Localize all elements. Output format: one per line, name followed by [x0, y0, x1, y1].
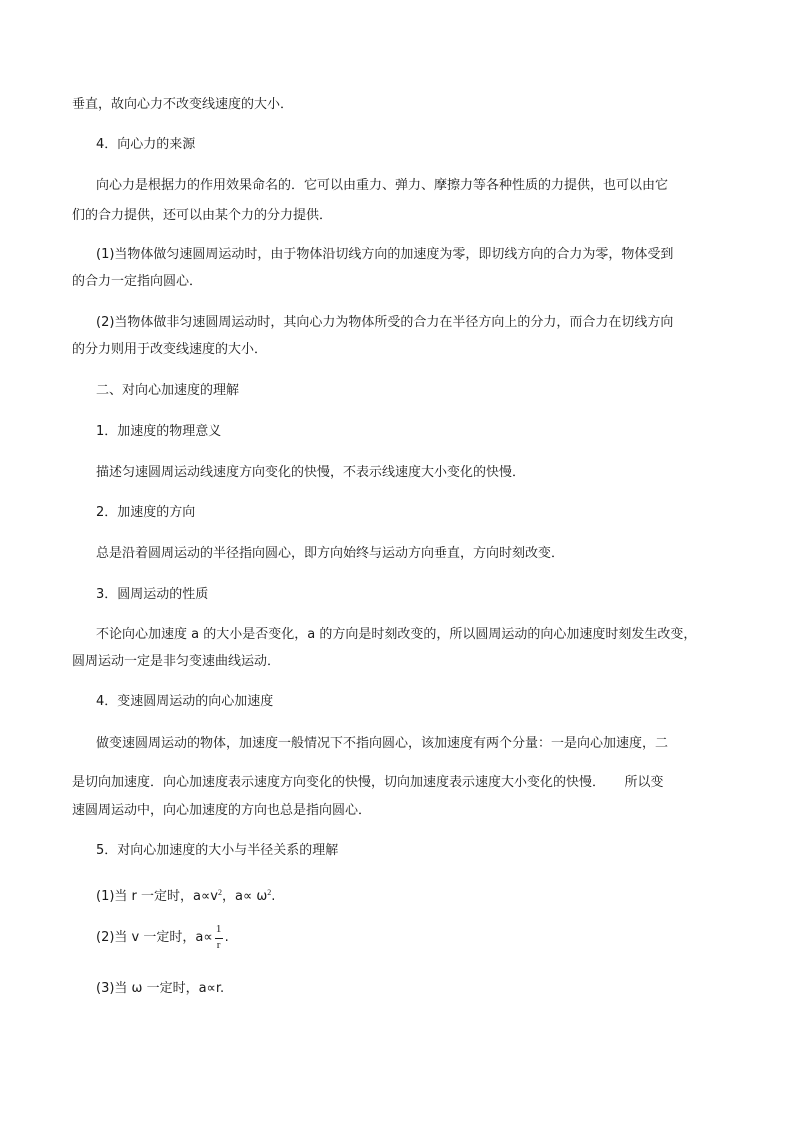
section-heading: 1．加速度的物理意义	[96, 424, 222, 439]
section-heading: 3．圆周运动的性质	[96, 587, 209, 602]
formula-line-3: (3)当 ω 一定时，a∝r.	[96, 981, 225, 996]
fraction-numerator: 1	[215, 922, 222, 935]
formula-superscript: 2	[217, 888, 222, 897]
text-line: 的分力则用于改变线速度的大小．	[72, 342, 268, 357]
fraction	[214, 923, 224, 953]
formula-text: .	[224, 930, 229, 945]
text-line: 圆周运动一定是非匀变速曲线运动．	[72, 654, 281, 669]
text-line: (2)当物体做非匀速圆周运动时，其向心力为物体所受的合力在半径方向上的分力，而合力在切线方向	[96, 315, 674, 330]
text-line: 描述匀速圆周运动线速度方向变化的快慢，不表示线速度大小变化的快慢．	[96, 465, 526, 480]
text-line: 的合力一定指向圆心．	[72, 274, 203, 289]
formula-text: .	[271, 889, 276, 904]
section-heading: 4．向心力的来源	[96, 137, 196, 152]
section-heading: 4．变速圆周运动的向心加速度	[96, 694, 274, 709]
section-heading: 5．对向心加速度的大小与半径关系的理解	[96, 843, 339, 858]
text-line: 不论向心加速度 a 的大小是否变化，a 的方向是时刻改变的，所以圆周运动的向心加速度时刻发生改变，	[96, 627, 697, 642]
section-heading: 2．加速度的方向	[96, 505, 196, 520]
formula-text: (2)当 v 一定时，a∝	[96, 930, 213, 945]
text-line: 垂直，故向心力不改变线速度的大小．	[72, 97, 294, 112]
text-line: 是切向加速度．向心加速度表示速度方向变化的快慢，切向加速度表示速度大小变化的快慢． 所以变	[72, 775, 664, 790]
fraction-denominator: r	[216, 938, 221, 951]
text-line: 们的合力提供，还可以由某个力的分力提供．	[72, 208, 333, 223]
text-line: 向心力是根据力的作用效果命名的．它可以由重力、弹力、摩擦力等各种性质的力提供，也可以由它	[96, 178, 669, 193]
formula-line-2	[96, 921, 229, 955]
section-heading: 二、对向心加速度的理解	[96, 383, 240, 398]
formula-text: ，a∝ ω	[221, 889, 268, 904]
text-line: 做变速圆周运动的物体，加速度一般情况下不指向圆心，该加速度有两个分量：一是向心加速度，二	[96, 736, 669, 751]
formula-line-1	[96, 884, 275, 906]
text-line: 总是沿着圆周运动的半径指向圆心，即方向始终与运动方向垂直，方向时刻改变．	[96, 546, 565, 561]
text-line: 速圆周运动中，向心加速度的方向也总是指向圆心．	[72, 803, 372, 818]
formula-text: (1)当 r 一定时，a∝v	[96, 889, 218, 904]
formula-superscript: 2	[267, 888, 272, 897]
text-line: (1)当物体做匀速圆周运动时，由于物体沿切线方向的加速度为零，即切线方向的合力为零，物体受到	[96, 247, 674, 262]
